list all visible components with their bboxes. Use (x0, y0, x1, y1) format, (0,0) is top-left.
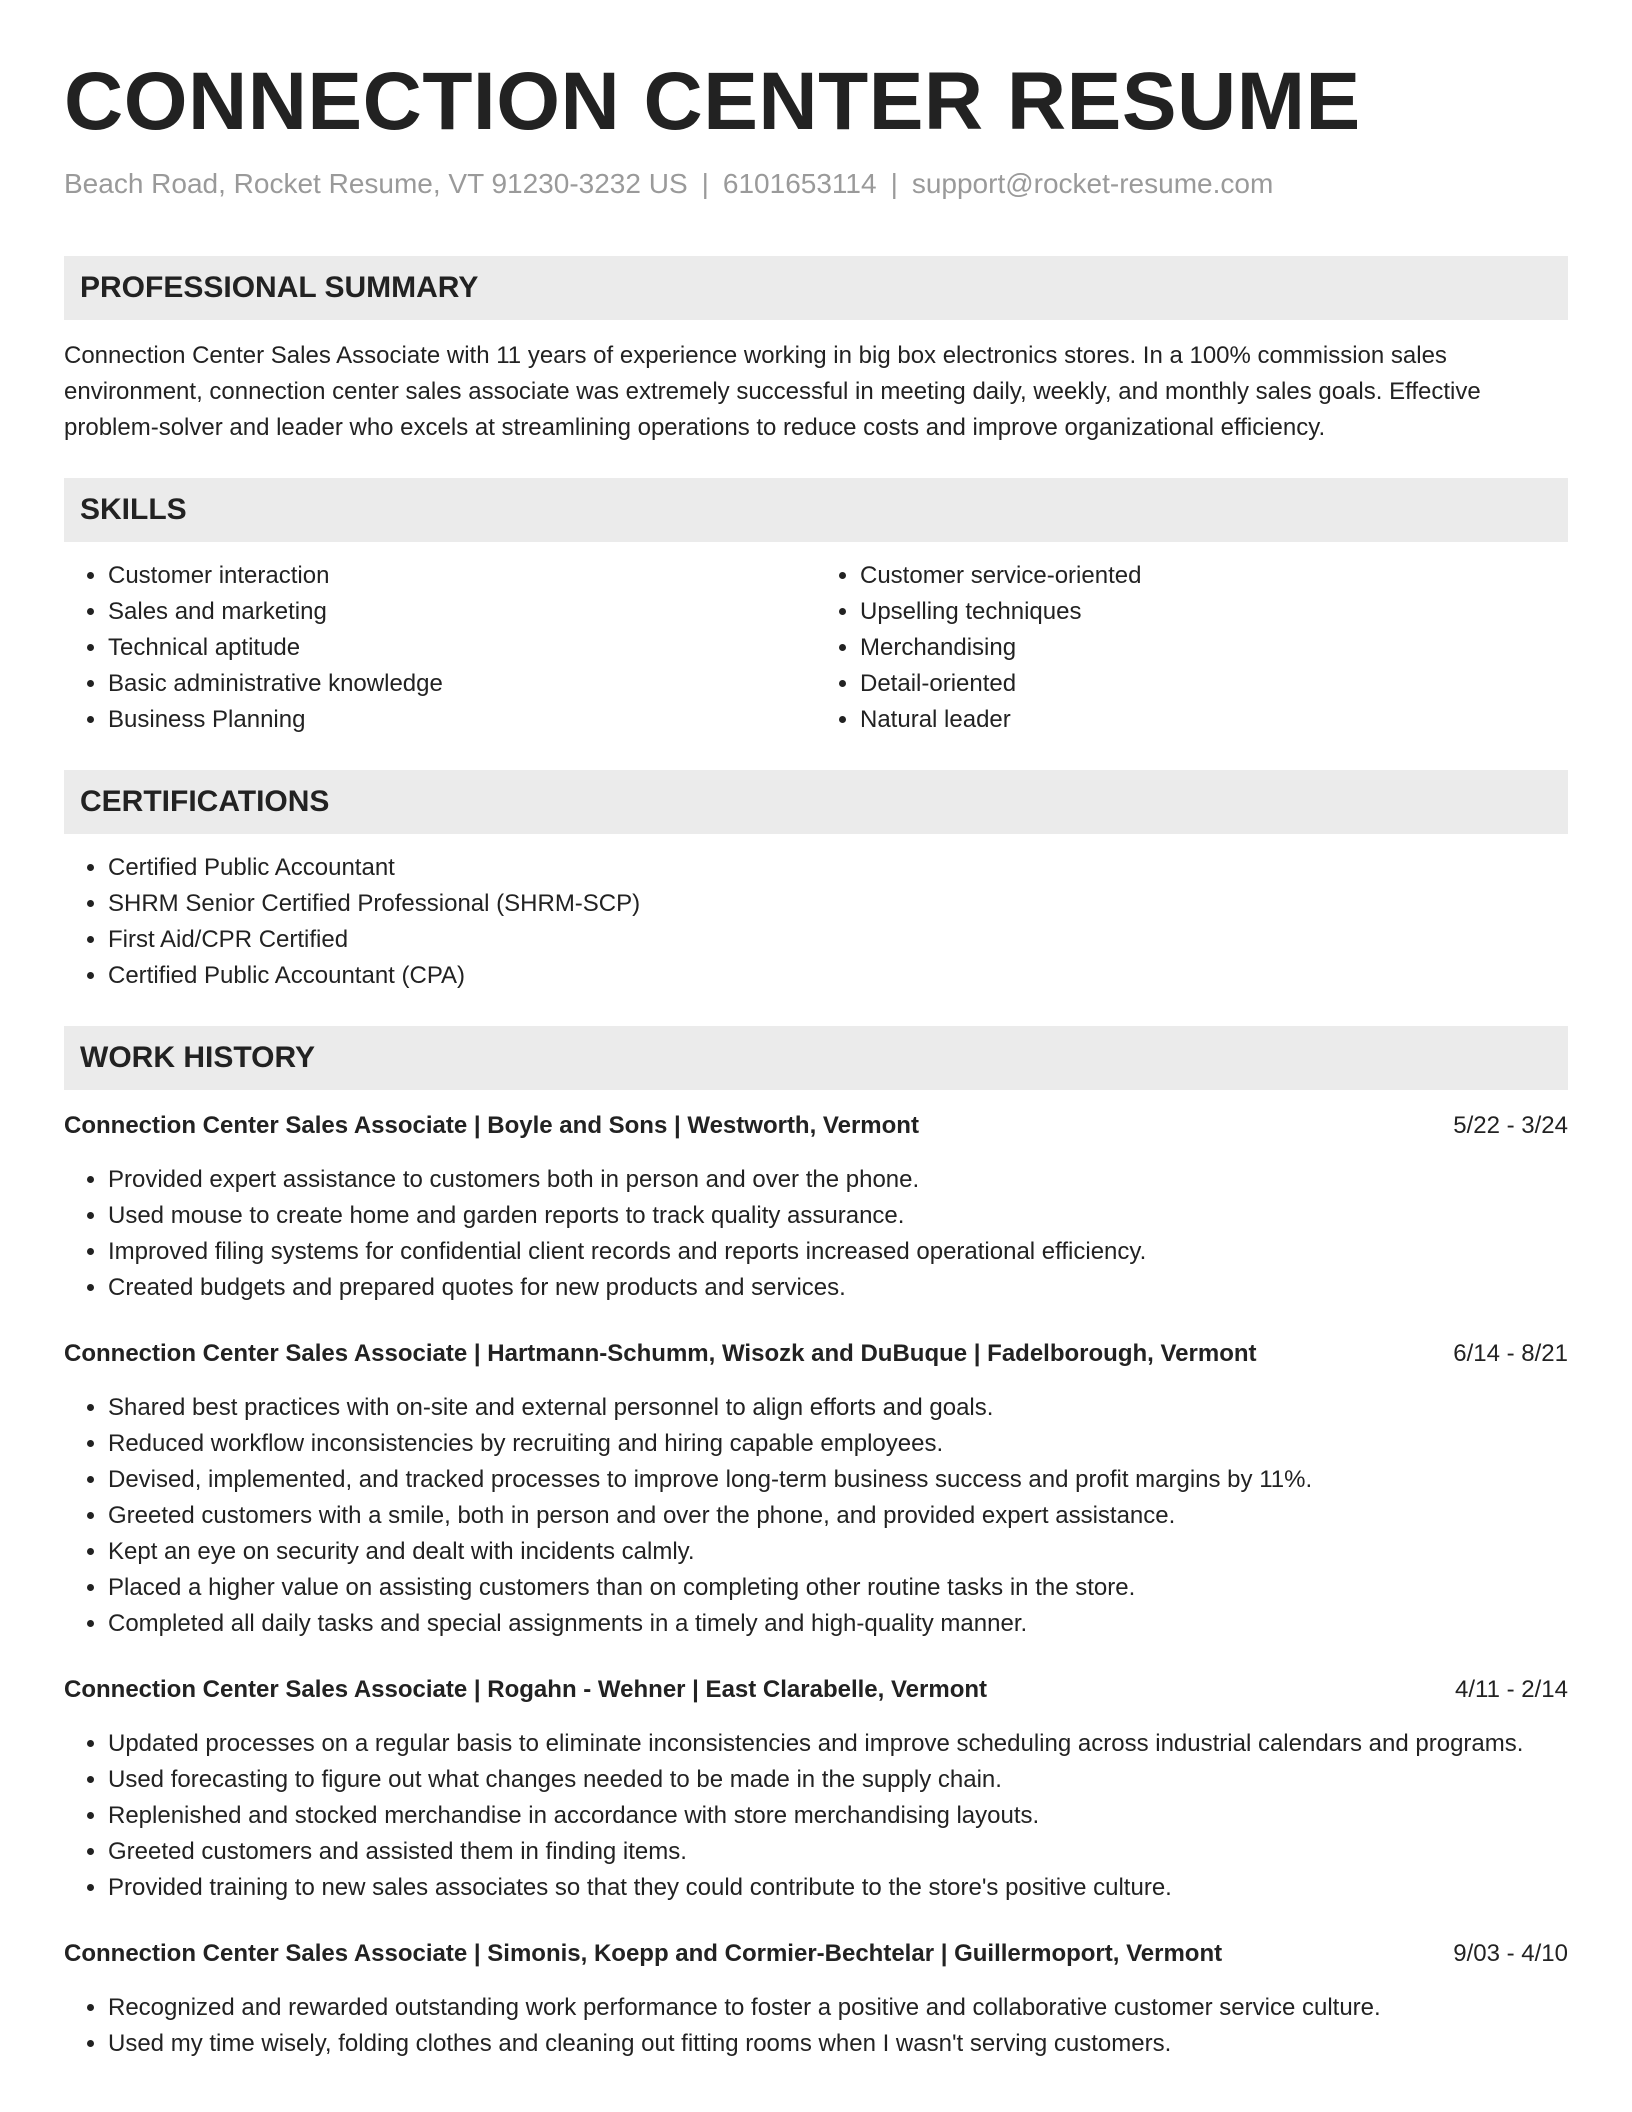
job-title: Connection Center Sales Associate | Hartmann-Schumm, Wisozk and DuBuque | Fadelborough, Vermont (64, 1340, 1257, 1367)
skill-item: • Customer interaction (108, 558, 816, 594)
contact-email: support@rocket-resume.com (911, 168, 1274, 199)
skill-item: • Merchandising (860, 630, 1568, 666)
job-header (64, 1672, 1568, 1708)
skill-item: • Technical aptitude (108, 630, 816, 666)
job-dates: 6/14 - 8/21 (1453, 1340, 1568, 1367)
contact-phone: 6101653114 (722, 168, 877, 199)
skill-item: • Sales and marketing (108, 594, 816, 630)
job-header (64, 1936, 1568, 1972)
skill-item: • Business Planning (108, 702, 816, 738)
job-bullet: • Updated processes on a regular basis to eliminate inconsistencies and improve scheduling across industrial calendars and programs. (108, 1726, 1568, 1762)
job-header (64, 1336, 1568, 1372)
job-bullet: • Used forecasting to figure out what changes needed to be made in the supply chain. (108, 1762, 1568, 1798)
job-bullets (64, 1162, 1568, 1306)
skill-item: • Detail-oriented (860, 666, 1568, 702)
section-heading-skills: SKILLS (64, 478, 1568, 542)
job-bullet: • Provided training to new sales associates so that they could contribute to the store's positive culture. (108, 1870, 1568, 1906)
resume-name: CONNECTION CENTER RESUME (64, 56, 1361, 147)
section-heading-certifications: CERTIFICATIONS (64, 770, 1568, 834)
job-entry (64, 1336, 1568, 1642)
section-heading-summary: PROFESSIONAL SUMMARY (64, 256, 1568, 320)
skills-column-right (816, 558, 1568, 738)
certification-item: • Certified Public Accountant (108, 850, 1568, 886)
job-title: Connection Center Sales Associate | Boyle and Sons | Westworth, Vermont (64, 1112, 919, 1139)
job-entry (64, 1672, 1568, 1906)
job-bullets (64, 1990, 1568, 2062)
job-bullet: • Provided expert assistance to customers both in person and over the phone. (108, 1162, 1568, 1198)
job-bullet: • Greeted customers with a smile, both in person and over the phone, and provided expert assistance. (108, 1498, 1568, 1534)
job-bullet: • Improved filing systems for confidential client records and reports increased operational efficiency. (108, 1234, 1568, 1270)
skills-list (64, 558, 1568, 738)
job-bullet: • Devised, implemented, and tracked processes to improve long-term business success and profit margins by 11%. (108, 1462, 1568, 1498)
contact-separator: | (890, 168, 898, 199)
job-bullet: • Replenished and stocked merchandise in accordance with store merchandising layouts. (108, 1798, 1568, 1834)
job-bullet: • Shared best practices with on-site and external personnel to align efforts and goals. (108, 1390, 1568, 1426)
contact-line (64, 166, 1568, 202)
job-bullet: • Kept an eye on security and dealt with incidents calmly. (108, 1534, 1568, 1570)
job-bullets (64, 1390, 1568, 1642)
skill-item: • Natural leader (860, 702, 1568, 738)
skill-item: • Customer service-oriented (860, 558, 1568, 594)
job-bullet: • Used my time wisely, folding clothes and cleaning out fitting rooms when I wasn't serving customers. (108, 2026, 1568, 2062)
job-bullet: • Used mouse to create home and garden reports to track quality assurance. (108, 1198, 1568, 1234)
contact-separator: | (701, 168, 709, 199)
certifications-list (64, 850, 1568, 994)
job-dates: 5/22 - 3/24 (1453, 1112, 1568, 1139)
contact-address: Beach Road, Rocket Resume, VT 91230-3232 US (64, 168, 688, 199)
job-entry (64, 1108, 1568, 1306)
job-bullet: • Created budgets and prepared quotes for new products and services. (108, 1270, 1568, 1306)
job-bullet: • Recognized and rewarded outstanding work performance to foster a positive and collaborative customer service culture. (108, 1990, 1568, 2026)
job-dates: 4/11 - 2/14 (1455, 1676, 1568, 1703)
skill-item: • Upselling techniques (860, 594, 1568, 630)
skills-column-left (64, 558, 816, 738)
job-bullet: • Placed a higher value on assisting customers than on completing other routine tasks in the store. (108, 1570, 1568, 1606)
certification-item: • Certified Public Accountant (CPA) (108, 958, 1568, 994)
job-dates: 9/03 - 4/10 (1453, 1940, 1568, 1967)
job-bullet: • Greeted customers and assisted them in finding items. (108, 1834, 1568, 1870)
job-entry (64, 1936, 1568, 2062)
job-bullet: • Reduced workflow inconsistencies by recruiting and hiring capable employees. (108, 1426, 1568, 1462)
summary-text: Connection Center Sales Associate with 11 years of experience working in big box electronics stores. In a 100% commission sales environment, connection center sales associate was extremely successful in meeting daily, weekly, and monthly sales goals. Effective problem-solver and leader who excels at streamlining operations to reduce costs and improve organizational efficiency. (64, 342, 1481, 441)
job-title: Connection Center Sales Associate | Rogahn - Wehner | East Clarabelle, Vermont (64, 1676, 988, 1703)
certification-item: • SHRM Senior Certified Professional (SHRM-SCP) (108, 886, 1568, 922)
job-bullet: • Completed all daily tasks and special assignments in a timely and high-quality manner. (108, 1606, 1568, 1642)
job-header (64, 1108, 1568, 1144)
certification-item: • First Aid/CPR Certified (108, 922, 1568, 958)
job-title: Connection Center Sales Associate | Simonis, Koepp and Cormier-Bechtelar | Guillermoport, Vermont (64, 1940, 1223, 1967)
section-heading-work-history: WORK HISTORY (64, 1026, 1568, 1090)
job-bullets (64, 1726, 1568, 1906)
skill-item: • Basic administrative knowledge (108, 666, 816, 702)
